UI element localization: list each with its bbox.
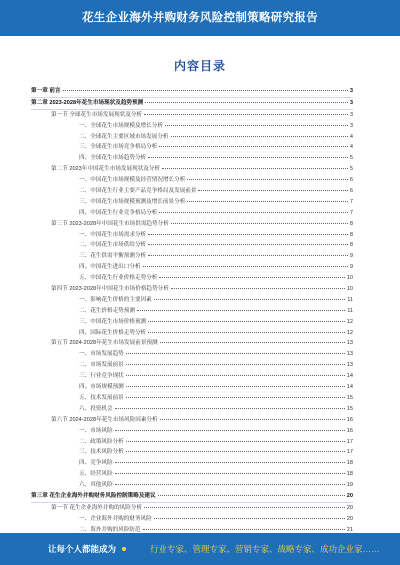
toc-entry[interactable] [31, 306, 353, 317]
toc-entry-page: 7 [349, 198, 353, 205]
toc-entry-title: 三、行业竞争现状 [79, 373, 124, 380]
toc-leader-dots [160, 415, 345, 420]
toc-entry-title: 第二章 2023-2028年花生市场现状及趋势预测 [31, 99, 144, 106]
toc-entry-title: 第五节 2024-2028年花生市场发展前景预测 [51, 340, 158, 347]
toc-leader-dots [198, 186, 347, 191]
toc-entry-title: 五、中国花生行业价格走势分析 [79, 275, 158, 282]
toc-entry[interactable] [31, 503, 353, 514]
toc-entry-page: 13 [346, 340, 353, 347]
toc-entry[interactable] [31, 295, 353, 306]
toc-entry[interactable] [31, 458, 353, 469]
toc-entry-page: 20 [346, 504, 353, 511]
toc-entry[interactable] [31, 240, 353, 251]
toc-entry[interactable] [31, 415, 353, 426]
toc-entry-title: 六、投资机会 [79, 405, 113, 412]
toc-entry-title: 二、中国花生市场供给分析 [79, 242, 147, 249]
toc-entry[interactable] [31, 480, 353, 491]
toc-entry[interactable] [31, 186, 353, 197]
toc-entry-title: 第三节 2023-2028年中国花生市场供需趋势分析 [51, 220, 169, 227]
toc-entry-title: 第一节 全球花生市场发展现状及分析 [51, 111, 143, 118]
toc-entry-title: 第六节 2024-2028年花生市场风险因素分析 [51, 416, 158, 423]
toc-entry[interactable] [31, 86, 353, 98]
toc-entry[interactable] [31, 514, 353, 525]
toc-entry-title: 第二节 2023年中国花生市场发展现状及分析 [51, 166, 161, 173]
toc-leader-dots [171, 219, 348, 224]
toc-entry-title: 一、全球花生市场规模及增长分析 [79, 122, 163, 129]
toc-leader-dots [115, 426, 345, 431]
toc-leader-dots [115, 458, 345, 463]
toc-entry-page: 4 [349, 144, 353, 151]
toc-entry-page: 14 [346, 373, 353, 380]
toc-entry-title: 二、政策风险分析 [79, 438, 124, 445]
toc-leader-dots [126, 437, 345, 442]
toc-entry-title: 第一节 花生企业海外并购的风险分析 [51, 504, 143, 511]
toc-leader-dots [148, 317, 345, 322]
toc-entry-page: 17 [346, 449, 353, 456]
footer-slogan-tail: 行业专家、管理专家、营销专家、战略专家、成功企业家…… [150, 544, 380, 554]
toc-entry-title: 四、中国花生进出口分析 [79, 264, 141, 271]
toc-entry-title: 第一章 前言 [31, 88, 61, 94]
footer-slogan-lead: 让每个人都能成为 [48, 544, 117, 554]
toc-leader-dots [160, 338, 345, 343]
bullet-icon [122, 547, 126, 551]
toc-leader-dots [159, 142, 348, 147]
toc-entry[interactable] [31, 197, 353, 208]
toc-entry[interactable] [31, 262, 353, 273]
toc-entry[interactable] [31, 437, 353, 448]
toc-entry-page: 17 [346, 438, 353, 445]
toc-entry-title: 五、技术发展前景 [79, 394, 124, 401]
toc-entry-page: 12 [346, 329, 353, 336]
toc-entry-title: 二、海外并购的风险防范 [79, 526, 141, 533]
toc-leader-dots [126, 393, 345, 398]
toc-leader-dots [148, 328, 345, 333]
toc-entry[interactable] [31, 393, 353, 404]
toc-entry-page: 20 [346, 492, 353, 499]
toc-leader-dots [144, 110, 348, 115]
toc-entry-page: 9 [349, 253, 353, 260]
toc-entry[interactable] [31, 121, 353, 132]
toc-entry-page: 16 [346, 427, 353, 434]
toc-entry-page: 14 [346, 384, 353, 391]
toc-leader-dots [148, 240, 348, 245]
toc-entry-title: 一、市场发展趋势 [79, 351, 124, 358]
toc-leader-dots [154, 295, 345, 300]
toc-entry-page: 3 [349, 111, 353, 118]
toc-leader-dots [115, 404, 345, 409]
toc-list [31, 86, 353, 536]
toc-leader-dots [187, 197, 348, 202]
toc-entry-title: 一、中国花生市场需求分析 [79, 231, 147, 238]
toc-leader-dots [144, 503, 345, 508]
toc-entry[interactable] [31, 404, 353, 415]
toc-entry[interactable] [31, 491, 353, 503]
toc-entry-page: 3 [349, 88, 353, 94]
toc-entry-title: 三、中国花生市场价格预测 [79, 318, 147, 325]
toc-leader-dots [162, 164, 348, 169]
toc-entry-title: 四、中国花生行业竞争格局分析 [79, 209, 158, 216]
toc-entry-title: 四、国际花生价格走势分析 [79, 329, 147, 336]
toc-leader-dots [159, 208, 348, 213]
toc-entry-title: 三、全球花生市场竞争格局分析 [79, 144, 158, 151]
toc-entry[interactable] [31, 175, 353, 186]
toc-entry-page: 8 [349, 220, 353, 227]
toc-entry-title: 四、全球花生市场趋势分析 [79, 155, 147, 162]
toc-leader-dots [115, 469, 345, 474]
toc-entry-page: 21 [346, 526, 353, 533]
toc-entry-page: 19 [346, 482, 353, 489]
toc-entry[interactable] [31, 110, 353, 121]
toc-leader-dots [158, 491, 345, 496]
toc-entry-page: 18 [346, 460, 353, 467]
toc-entry-title: 一、中国花生市场规模及经营情况增长分析 [79, 177, 186, 184]
toc-leader-dots [159, 273, 344, 278]
toc-entry-page: 16 [346, 416, 353, 423]
toc-entry-page: 20 [346, 515, 353, 522]
toc-entry[interactable] [31, 382, 353, 393]
toc-entry-page: 15 [346, 405, 353, 412]
toc-leader-dots [143, 262, 348, 267]
toc-entry-page: 10 [346, 286, 353, 293]
toc-entry[interactable] [31, 219, 353, 230]
toc-entry-title: 一、企业海外并购的财务风险 [79, 515, 152, 522]
toc-entry-page: 18 [346, 471, 353, 478]
toc-leader-dots [148, 153, 348, 158]
toc-entry[interactable] [31, 230, 353, 241]
toc-leader-dots [171, 132, 348, 137]
toc-entry-title: 二、市场发展前景 [79, 362, 124, 369]
toc-entry-page: 11 [347, 296, 353, 303]
toc-entry-page: 3 [349, 99, 353, 106]
toc-leader-dots [115, 480, 345, 485]
toc-entry-title: 二、花生价格走势预测 [79, 307, 135, 314]
toc-leader-dots [63, 86, 348, 91]
header-bar [0, 0, 400, 36]
toc-entry-page: 5 [349, 155, 353, 162]
toc-leader-dots [145, 98, 348, 103]
toc-entry-page: 7 [349, 209, 353, 216]
toc-entry-title: 五、经营风险 [79, 471, 113, 478]
toc-entry-page: 6 [349, 177, 353, 184]
toc-entry[interactable] [31, 338, 353, 349]
toc-leader-dots [137, 306, 345, 311]
toc-entry[interactable] [31, 98, 353, 110]
toc-entry[interactable] [31, 153, 353, 164]
toc-entry-title: 第四节 2023-2028年中国花生市场价格趋势分析 [51, 286, 169, 293]
toc-leader-dots [148, 230, 348, 235]
toc-entry-page: 9 [349, 264, 353, 271]
toc-entry[interactable] [31, 273, 353, 284]
toc-leader-dots [126, 447, 345, 452]
toc-entry[interactable] [31, 208, 353, 219]
toc-entry-page: 11 [347, 307, 353, 314]
toc-heading: 内容目录 [173, 59, 226, 73]
toc-entry-page: 8 [349, 231, 353, 238]
toc-entry-page: 5 [349, 166, 353, 173]
toc-entry-page: 12 [346, 318, 353, 325]
toc-entry-title: 四、竞争风险 [79, 460, 113, 467]
toc-leader-dots [171, 284, 345, 289]
toc-leader-dots [143, 525, 345, 530]
toc-leader-dots [126, 360, 345, 365]
toc-leader-dots [126, 349, 345, 354]
toc-entry-title: 一、影响花生价格的主要因素 [79, 296, 152, 303]
toc-entry-page: 13 [346, 351, 353, 358]
toc-entry-title: 一、市场风险 [79, 427, 113, 434]
footer-bar [0, 533, 400, 565]
toc-entry[interactable] [31, 328, 353, 339]
toc-leader-dots [126, 382, 345, 387]
toc-leader-dots [165, 121, 348, 126]
toc-entry-title: 六、其他风险 [79, 482, 113, 489]
toc-entry-title: 三、技术风险分析 [79, 449, 124, 456]
toc-entry-page: 3 [349, 122, 353, 129]
toc-entry[interactable] [31, 251, 353, 262]
toc-entry[interactable] [31, 132, 353, 143]
toc-entry[interactable] [31, 284, 353, 295]
toc-entry-page: 8 [349, 242, 353, 249]
toc-entry-page: 10 [346, 275, 353, 282]
toc-entry-title: 二、全球花生主要区域市场发展分析 [79, 133, 169, 140]
toc-entry-page: 4 [349, 133, 353, 140]
toc-leader-dots [154, 514, 345, 519]
toc-entry-title: 二、中国花生行业主要产品竞争格局及发展前景 [79, 188, 197, 195]
toc-entry[interactable] [31, 317, 353, 328]
toc-leader-dots [187, 175, 348, 180]
toc-entry-page: 13 [346, 362, 353, 369]
toc-leader-dots [148, 251, 348, 256]
toc-entry[interactable] [31, 164, 353, 175]
report-title: 花生企业海外并购财务风险控制策略研究报告 [82, 12, 318, 24]
toc-entry[interactable] [31, 469, 353, 480]
toc-entry-page: 15 [346, 394, 353, 401]
toc-entry[interactable] [31, 447, 353, 458]
toc-entry[interactable] [31, 360, 353, 371]
toc-entry[interactable] [31, 426, 353, 437]
toc-entry-title: 三、花生供需平衡预测分析 [79, 253, 147, 260]
toc-leader-dots [126, 371, 345, 376]
toc-entry-page: 6 [349, 188, 353, 195]
toc-entry[interactable] [31, 349, 353, 360]
toc-entry-title: 三、中国花生市场规模预测及增长前景分析 [79, 198, 186, 205]
toc-entry[interactable] [31, 142, 353, 153]
toc-entry-title: 第三章 花生企业海外并购财务风险控制策略及建议 [31, 492, 156, 499]
toc-entry-title: 四、市场规模预测 [79, 384, 124, 391]
toc-entry[interactable] [31, 371, 353, 382]
